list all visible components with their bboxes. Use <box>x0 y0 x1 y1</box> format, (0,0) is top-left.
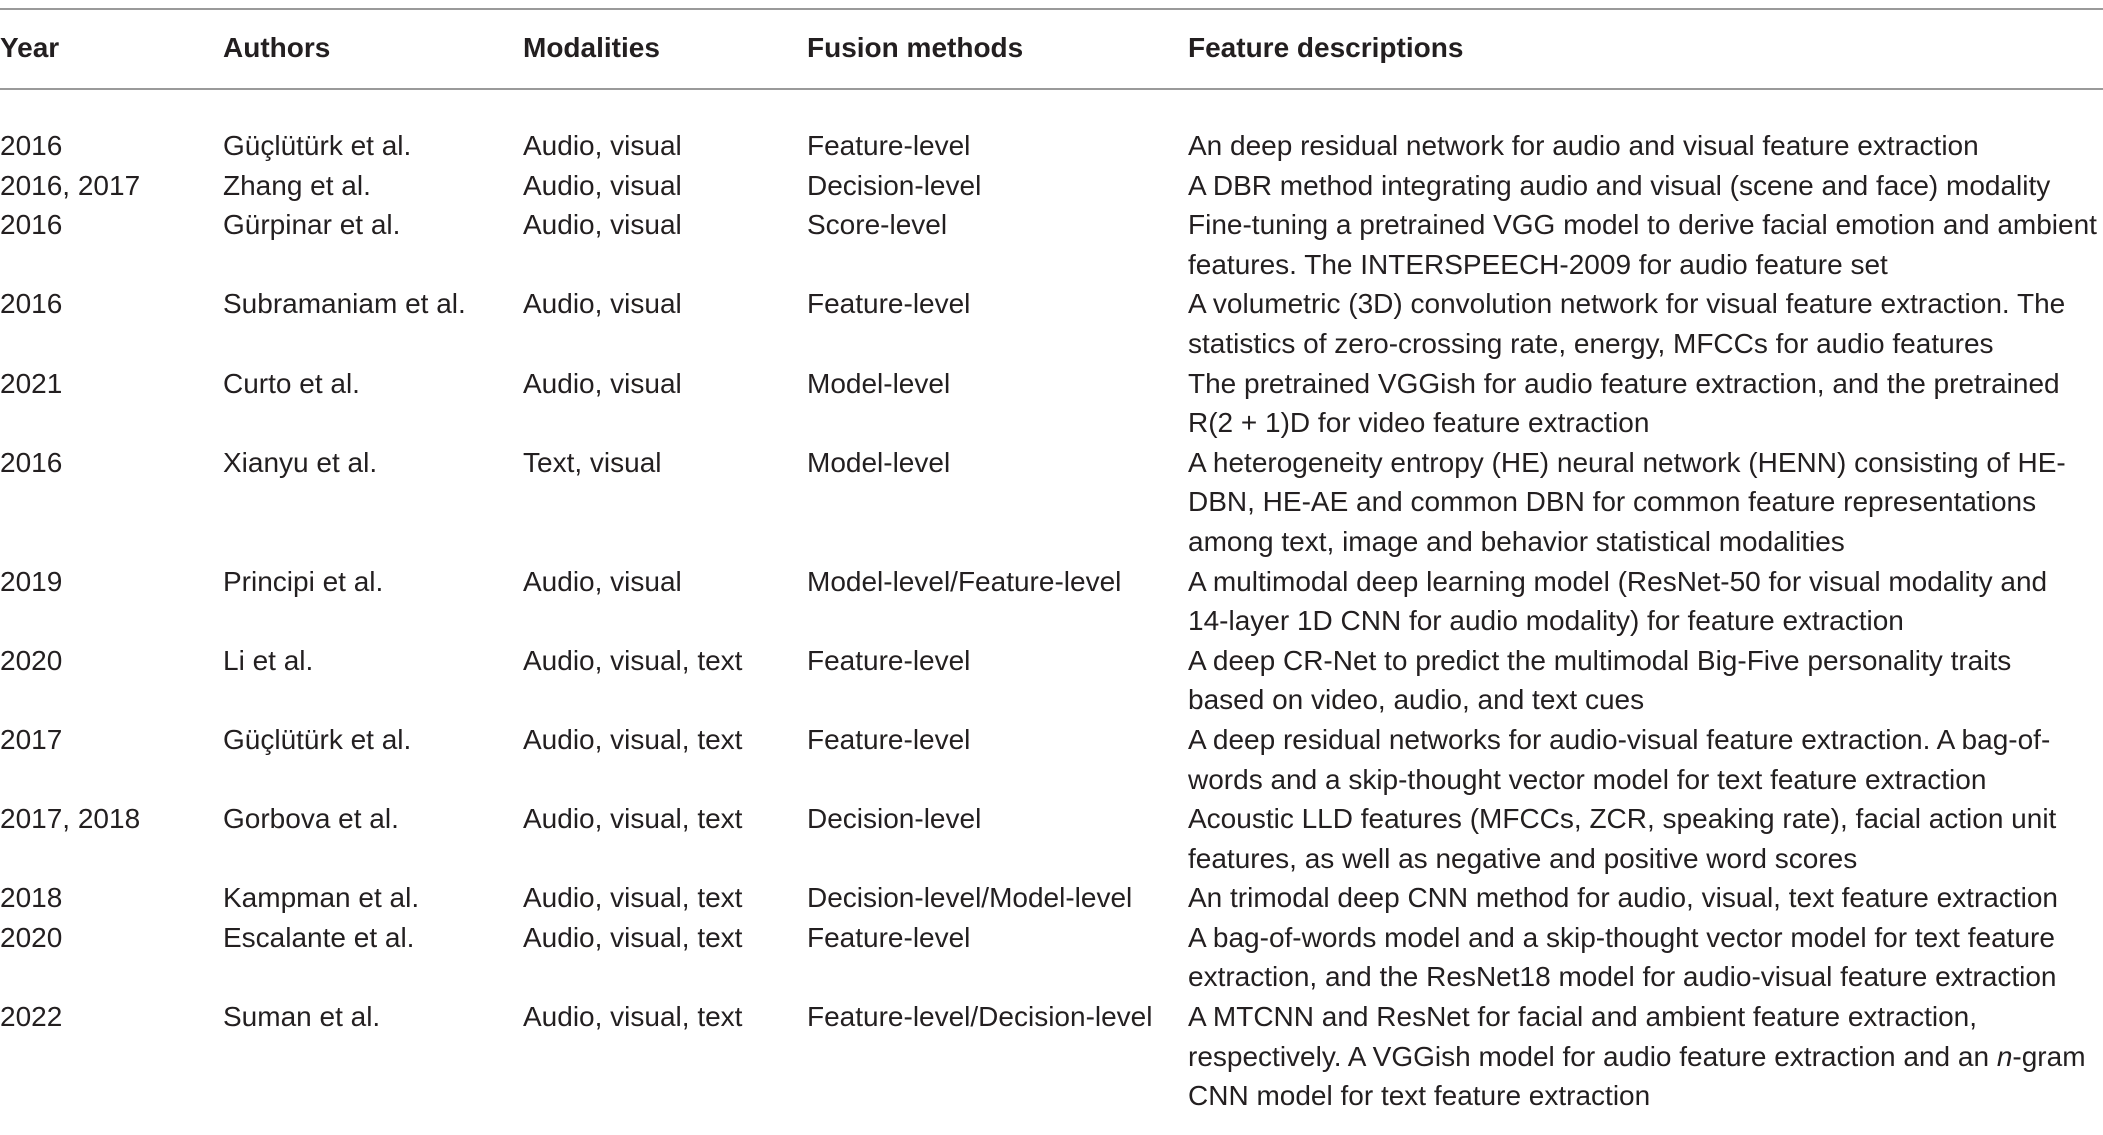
description-line: An trimodal deep CNN method for audio, visual, text feature extraction <box>1188 882 2058 914</box>
modalities-cell: Audio, visual, text <box>523 882 743 914</box>
year-cell: 2017 <box>0 723 63 755</box>
description-cell <box>1188 878 2103 918</box>
description-line: Acoustic LLD features (MFCCs, ZCR, speaking rate), facial action unit <box>1188 803 2057 835</box>
header-fusion-methods: Fusion methods <box>807 32 1024 63</box>
authors-cell: Escalante et al. <box>223 921 415 953</box>
authors-cell: Kampman et al. <box>223 882 420 914</box>
year-cell: 2016 <box>0 288 63 320</box>
description-line: based on video, audio, and text cues <box>1188 684 1645 716</box>
modalities-cell: Audio, visual, text <box>523 1001 743 1033</box>
year-cell: 2016, 2017 <box>0 169 141 201</box>
authors-cell: Suman et al. <box>223 1001 381 1033</box>
description-line: A deep residual networks for audio-visual feature extraction. A bag-of- <box>1188 723 2051 755</box>
fusion-cell: Model-level/Feature-level <box>807 565 1122 597</box>
description-cell <box>1188 799 2103 878</box>
header-modalities: Modalities <box>523 32 660 63</box>
description-line: features, as well as negative and positive word scores <box>1188 842 1858 874</box>
fusion-cell: Feature-level/Decision-level <box>807 1001 1153 1033</box>
description-cell <box>1188 205 2103 284</box>
modalities-cell: Audio, visual <box>523 367 682 399</box>
year-cell: 2017, 2018 <box>0 803 141 835</box>
description-line: An deep residual network for audio and visual feature extraction <box>1188 130 1979 161</box>
authors-cell: Gorbova et al. <box>223 803 399 835</box>
description-cell <box>1188 641 2103 720</box>
modalities-cell: Audio, visual, text <box>523 644 743 676</box>
fusion-cell: Feature-level <box>807 130 971 161</box>
year-cell: 2022 <box>0 1001 63 1033</box>
description-line: A volumetric (3D) convolution network for visual feature extraction. The <box>1188 288 2066 320</box>
multimodal-fusion-table <box>0 28 2103 1116</box>
authors-cell: Zhang et al. <box>223 169 371 201</box>
year-cell: 2018 <box>0 882 63 914</box>
table-row <box>0 997 2103 1116</box>
table-row <box>0 641 2103 720</box>
year-cell: 2020 <box>0 644 63 676</box>
modalities-cell: Audio, visual <box>523 565 682 597</box>
fusion-cell: Feature-level <box>807 723 971 755</box>
description-line: A multimodal deep learning model (ResNet-50 for visual modality and <box>1188 565 2048 597</box>
modalities-cell: Audio, visual <box>523 169 682 201</box>
fusion-cell: Model-level <box>807 367 951 399</box>
description-cell <box>1188 720 2103 799</box>
table-row <box>0 443 2103 562</box>
fusion-cell: Decision-level <box>807 803 982 835</box>
fusion-cell: Model-level <box>807 446 951 478</box>
authors-cell: Gürpinar et al. <box>223 209 401 241</box>
description-line: A DBR method integrating audio and visual (scene and face) modality <box>1188 169 2051 201</box>
authors-cell: Güçlütürk et al. <box>223 723 412 755</box>
description-line: A heterogeneity entropy (HE) neural network (HENN) consisting of HE- <box>1188 446 2066 478</box>
authors-cell: Principi et al. <box>223 565 384 597</box>
header-feature-descriptions: Feature descriptions <box>1188 32 1464 63</box>
top-rule <box>0 8 2103 10</box>
modalities-cell: Audio, visual <box>523 288 682 320</box>
description-cell <box>1188 166 2103 206</box>
table-row <box>0 562 2103 641</box>
description-line: among text, image and behavior statistical modalities <box>1188 525 1845 557</box>
modalities-cell: Audio, visual, text <box>523 921 743 953</box>
description-line: Fine-tuning a pretrained VGG model to derive facial emotion and ambient <box>1188 209 2097 241</box>
description-cell <box>1188 284 2103 363</box>
description-line: 14-layer 1D CNN for audio modality) for feature extraction <box>1188 605 1904 637</box>
authors-cell: Xianyu et al. <box>223 446 378 478</box>
modalities-cell: Audio, visual <box>523 209 682 241</box>
description-line: A deep CR-Net to predict the multimodal Big-Five personality traits <box>1188 644 2012 676</box>
description-cell <box>1188 918 2103 997</box>
description-line: features. The INTERSPEECH-2009 for audio feature set <box>1188 248 1888 280</box>
table-row <box>0 364 2103 443</box>
description-cell <box>1188 126 2103 166</box>
modalities-cell: Audio, visual, text <box>523 803 743 835</box>
year-cell: 2019 <box>0 565 63 597</box>
modalities-cell: Audio, visual <box>523 130 682 161</box>
fusion-cell: Decision-level <box>807 169 982 201</box>
authors-cell: Li et al. <box>223 644 314 676</box>
description-text: respectively. A VGGish model for audio feature extraction and an <box>1188 1040 1997 1072</box>
fusion-cell: Feature-level <box>807 921 971 953</box>
header-row <box>0 28 2103 68</box>
description-line <box>1188 1037 2103 1077</box>
description-line: The pretrained VGGish for audio feature extraction, and the pretrained <box>1188 367 2060 399</box>
fusion-cell: Score-level <box>807 209 948 241</box>
table-row <box>0 205 2103 284</box>
description-line: A MTCNN and ResNet for facial and ambient feature extraction, <box>1188 1001 1978 1033</box>
header-year: Year <box>0 32 60 63</box>
year-cell: 2016 <box>0 209 63 241</box>
modalities-cell: Audio, visual, text <box>523 723 743 755</box>
description-line: CNN model for text feature extraction <box>1188 1080 1651 1112</box>
description-line: statistics of zero-crossing rate, energy, MFCCs for audio features <box>1188 327 1994 359</box>
table-row <box>0 284 2103 363</box>
description-cell <box>1188 997 2103 1116</box>
fusion-cell: Feature-level <box>807 288 971 320</box>
description-cell <box>1188 443 2103 562</box>
description-line: R(2 + 1)D for video feature extraction <box>1188 407 1650 439</box>
table-row <box>0 918 2103 997</box>
description-cell <box>1188 364 2103 443</box>
table-row <box>0 799 2103 878</box>
fusion-cell: Feature-level <box>807 644 971 676</box>
table-row <box>0 720 2103 799</box>
modalities-cell: Text, visual <box>523 446 662 478</box>
table-row <box>0 878 2103 918</box>
description-line: words and a skip-thought vector model for text feature extraction <box>1188 763 1987 795</box>
year-cell: 2016 <box>0 130 63 161</box>
authors-cell: Curto et al. <box>223 367 360 399</box>
year-cell: 2021 <box>0 367 63 399</box>
description-line: A bag-of-words model and a skip-thought vector model for text feature <box>1188 921 2055 953</box>
header-authors: Authors <box>223 32 331 63</box>
description-text: -gram <box>2012 1040 2086 1072</box>
description-line: DBN, HE-AE and common DBN for common feature representations <box>1188 486 2037 518</box>
description-cell <box>1188 562 2103 641</box>
fusion-cell: Decision-level/Model-level <box>807 882 1133 914</box>
italic-n: n <box>1996 1040 2013 1072</box>
year-cell: 2016 <box>0 446 63 478</box>
authors-cell: Subramaniam et al. <box>223 288 466 320</box>
description-line: extraction, and the ResNet18 model for audio-visual feature extraction <box>1188 961 2057 993</box>
year-cell: 2020 <box>0 921 63 953</box>
table-row <box>0 166 2103 206</box>
table-row <box>0 126 2103 166</box>
authors-cell: Güçlütürk et al. <box>223 130 412 161</box>
